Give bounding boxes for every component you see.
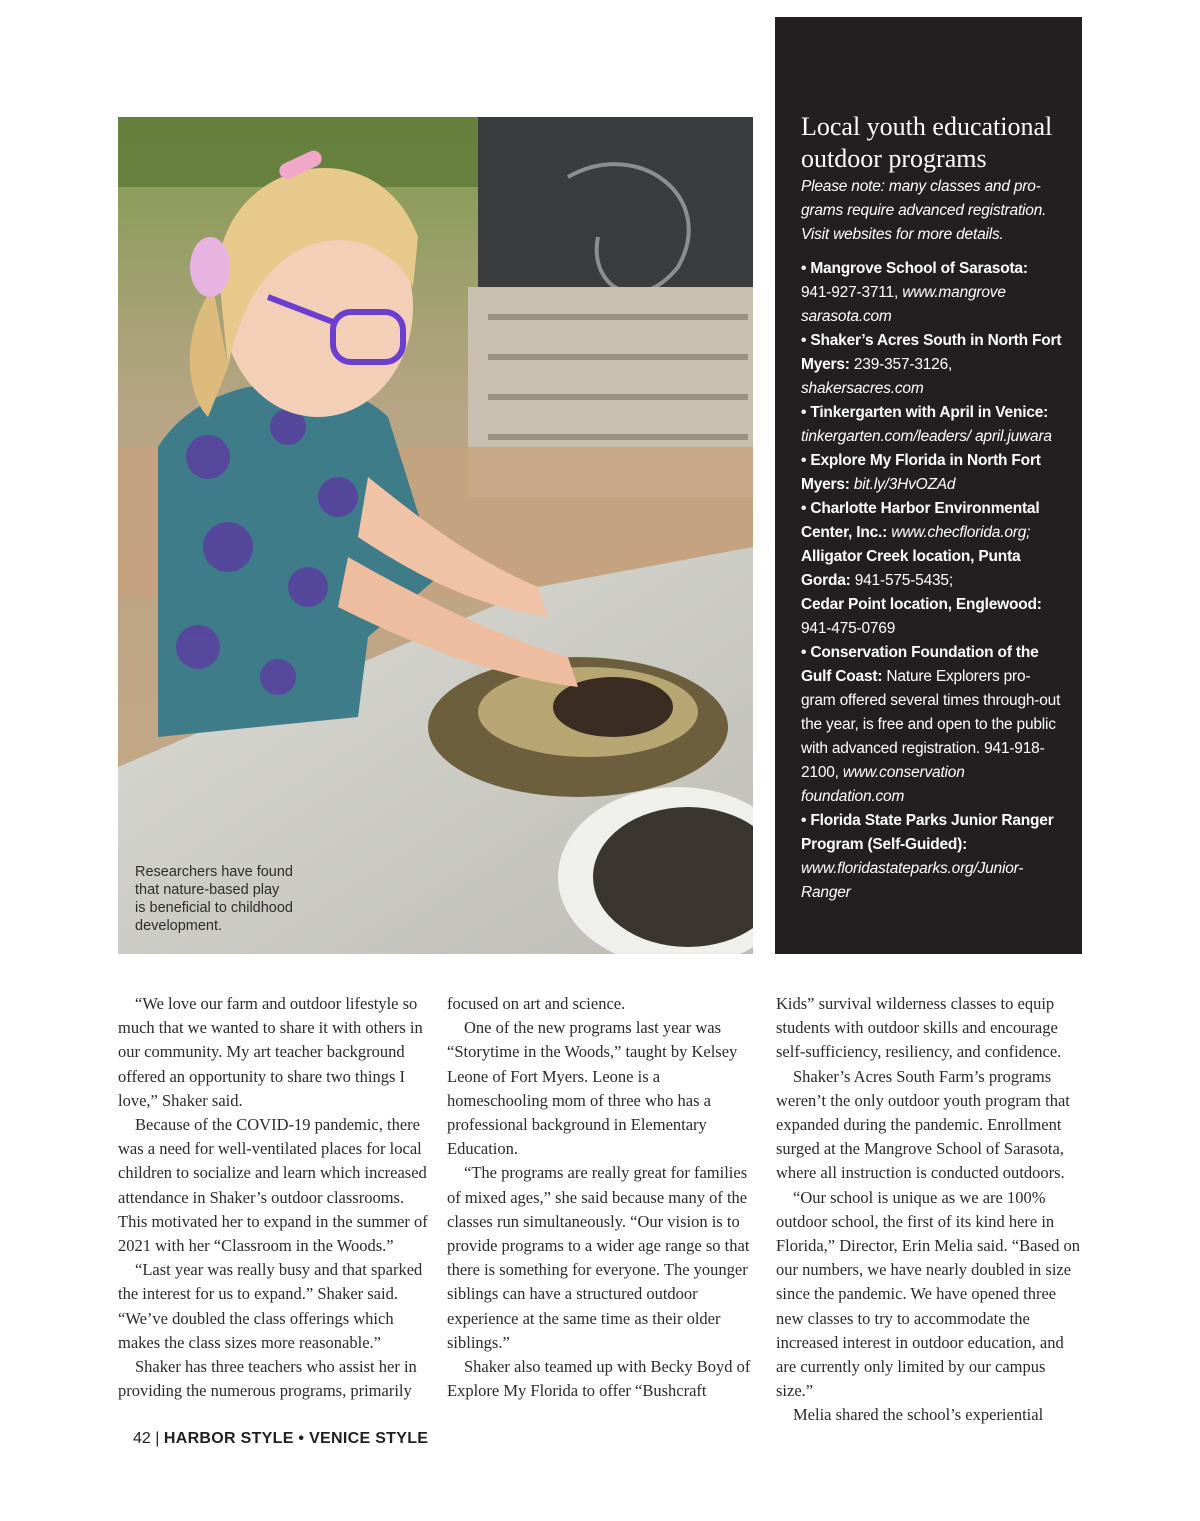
article-column-2	[447, 992, 757, 1403]
program-name: • Mangrove School of Sarasota:	[801, 260, 1028, 277]
article-column-3	[776, 992, 1086, 1428]
program-detail: Nature Explorers pro-gram offered several times through-out the year, is free and open to the public with advanced registration. 941-918-2100,	[801, 668, 1061, 781]
paragraph: One of the new programs last year was “Storytime in the Woods,” taught by Kelsey Leone of Fort Myers. Leone is a homeschooling mom of three who has a professional background in Elementary Education.	[447, 1018, 738, 1159]
program-list-item	[801, 641, 1062, 809]
paragraph: focused on art and science.	[447, 994, 626, 1013]
paragraph: Shaker has three teachers who assist her in providing the numerous programs, primarily	[118, 1357, 417, 1401]
photo-caption: Researchers have found that nature-based play is beneficial to childhood development.	[135, 864, 293, 934]
paragraph: Shaker also teamed up with Becky Boyd of Explore My Florida to offer “Bushcraft	[447, 1357, 751, 1401]
girl-playing-in-dirt-image	[118, 117, 753, 954]
program-list	[801, 257, 1062, 905]
program-name: • Florida State Parks Junior Ranger Program (Self-Guided):	[801, 812, 1054, 853]
program-name: • Shaker’s Acres South in North Fort Myers:	[801, 332, 1062, 373]
paragraph: Shaker’s Acres South Farm’s programs weren’t the only outdoor youth program that expanded during the pandemic. Enrollment surged at the Mangrove School of Sarasota, where all instruction is conducted outdoors.	[776, 1066, 1070, 1183]
program-name: • Charlotte Harbor Environmental Center, Inc.:	[801, 500, 1040, 541]
program-detail: 941-575-5435;	[850, 572, 953, 589]
paragraph: Kids” survival wilderness classes to equip students with outdoor skills and encourage self-sufficiency, resiliency, and confidence.	[776, 994, 1062, 1062]
article-column-1	[118, 992, 428, 1403]
program-name: Alligator Creek location, Punta Gorda:	[801, 548, 1021, 589]
sidebar-box	[775, 17, 1082, 954]
program-list-item	[801, 593, 1062, 641]
program-link[interactable]: tinkergarten.com/leaders/ april.juwara	[801, 428, 1052, 445]
footer-separator: |	[155, 1430, 160, 1447]
program-detail: 239-357-3126,	[849, 356, 953, 373]
page-number: 42	[133, 1430, 151, 1447]
program-link[interactable]: bit.ly/3HvOZAd	[849, 476, 956, 493]
page-footer	[133, 1430, 428, 1448]
paragraph: Melia shared the school’s experiential	[793, 1405, 1044, 1425]
program-list-item	[801, 809, 1062, 905]
program-name: Cedar Point location, Englewood:	[801, 596, 1042, 613]
article-photo	[118, 117, 753, 954]
program-link[interactable]: www.mangrove sarasota.com	[801, 284, 1006, 325]
program-name: • Conservation Foundation of the Gulf Coast:	[801, 644, 1039, 685]
paragraph: Because of the COVID-19 pandemic, there was a need for well-ventilated places for local children to socialize and learn which increased attendance in Shaker’s outdoor classrooms. This motivated her to expand in the summer of 2021 with her “Classroom in the Woods.”	[118, 1115, 428, 1256]
sidebar-note: Please note: many classes and pro-grams require advanced registration. Visit websites for more details.	[801, 178, 1047, 243]
program-list-item	[801, 401, 1062, 449]
paragraph: “Our school is unique as we are 100% outdoor school, the first of its kind here in Florida,” Director, Erin Melia said. “Based on our numbers, we have nearly doubled in size since the pandemic. We have opened three new classes to try to accommodate the increased interest in outdoor education, and are currently only limited by our campus size.”	[776, 1187, 1081, 1401]
program-link[interactable]: www.conservation foundation.com	[801, 764, 965, 805]
program-list-item	[801, 497, 1062, 545]
program-list-item	[801, 257, 1062, 329]
program-link[interactable]: www.floridastateparks.org/Junior-Ranger	[801, 860, 1024, 901]
publication-name: HARBOR STYLE • VENICE STYLE	[163, 1430, 429, 1447]
program-list-item	[801, 449, 1062, 497]
paragraph: “The programs are really great for families of mixed ages,” she said because many of the classes run simultaneously. “Our vision is to provide programs to a wider age range so that there is something for everyone. The younger siblings can have a structured outdoor experience at the same time as their older siblings.”	[447, 1163, 750, 1352]
program-link[interactable]: www.checflorida.org;	[887, 524, 1031, 541]
program-name: • Tinkergarten with April in Venice:	[801, 404, 1049, 421]
program-list-item	[801, 545, 1062, 593]
paragraph: “We love our farm and outdoor lifestyle so much that we wanted to share it with others in our community. My art teacher background offered an opportunity to share two things I love,” Shaker said.	[118, 994, 423, 1110]
program-detail: 941-927-3711,	[801, 284, 903, 301]
program-name: • Explore My Florida in North Fort Myers:	[801, 452, 1041, 493]
program-detail: 941-475-0769	[801, 620, 896, 637]
sidebar-title: Local youth educational outdoor programs	[801, 112, 1053, 173]
paragraph: “Last year was really busy and that sparked the interest for us to expand.” Shaker said. “We’ve doubled the class offerings which makes the class sizes more reasonable.”	[118, 1260, 423, 1352]
program-list-item	[801, 329, 1062, 401]
program-link[interactable]: shakersacres.com	[801, 380, 924, 397]
